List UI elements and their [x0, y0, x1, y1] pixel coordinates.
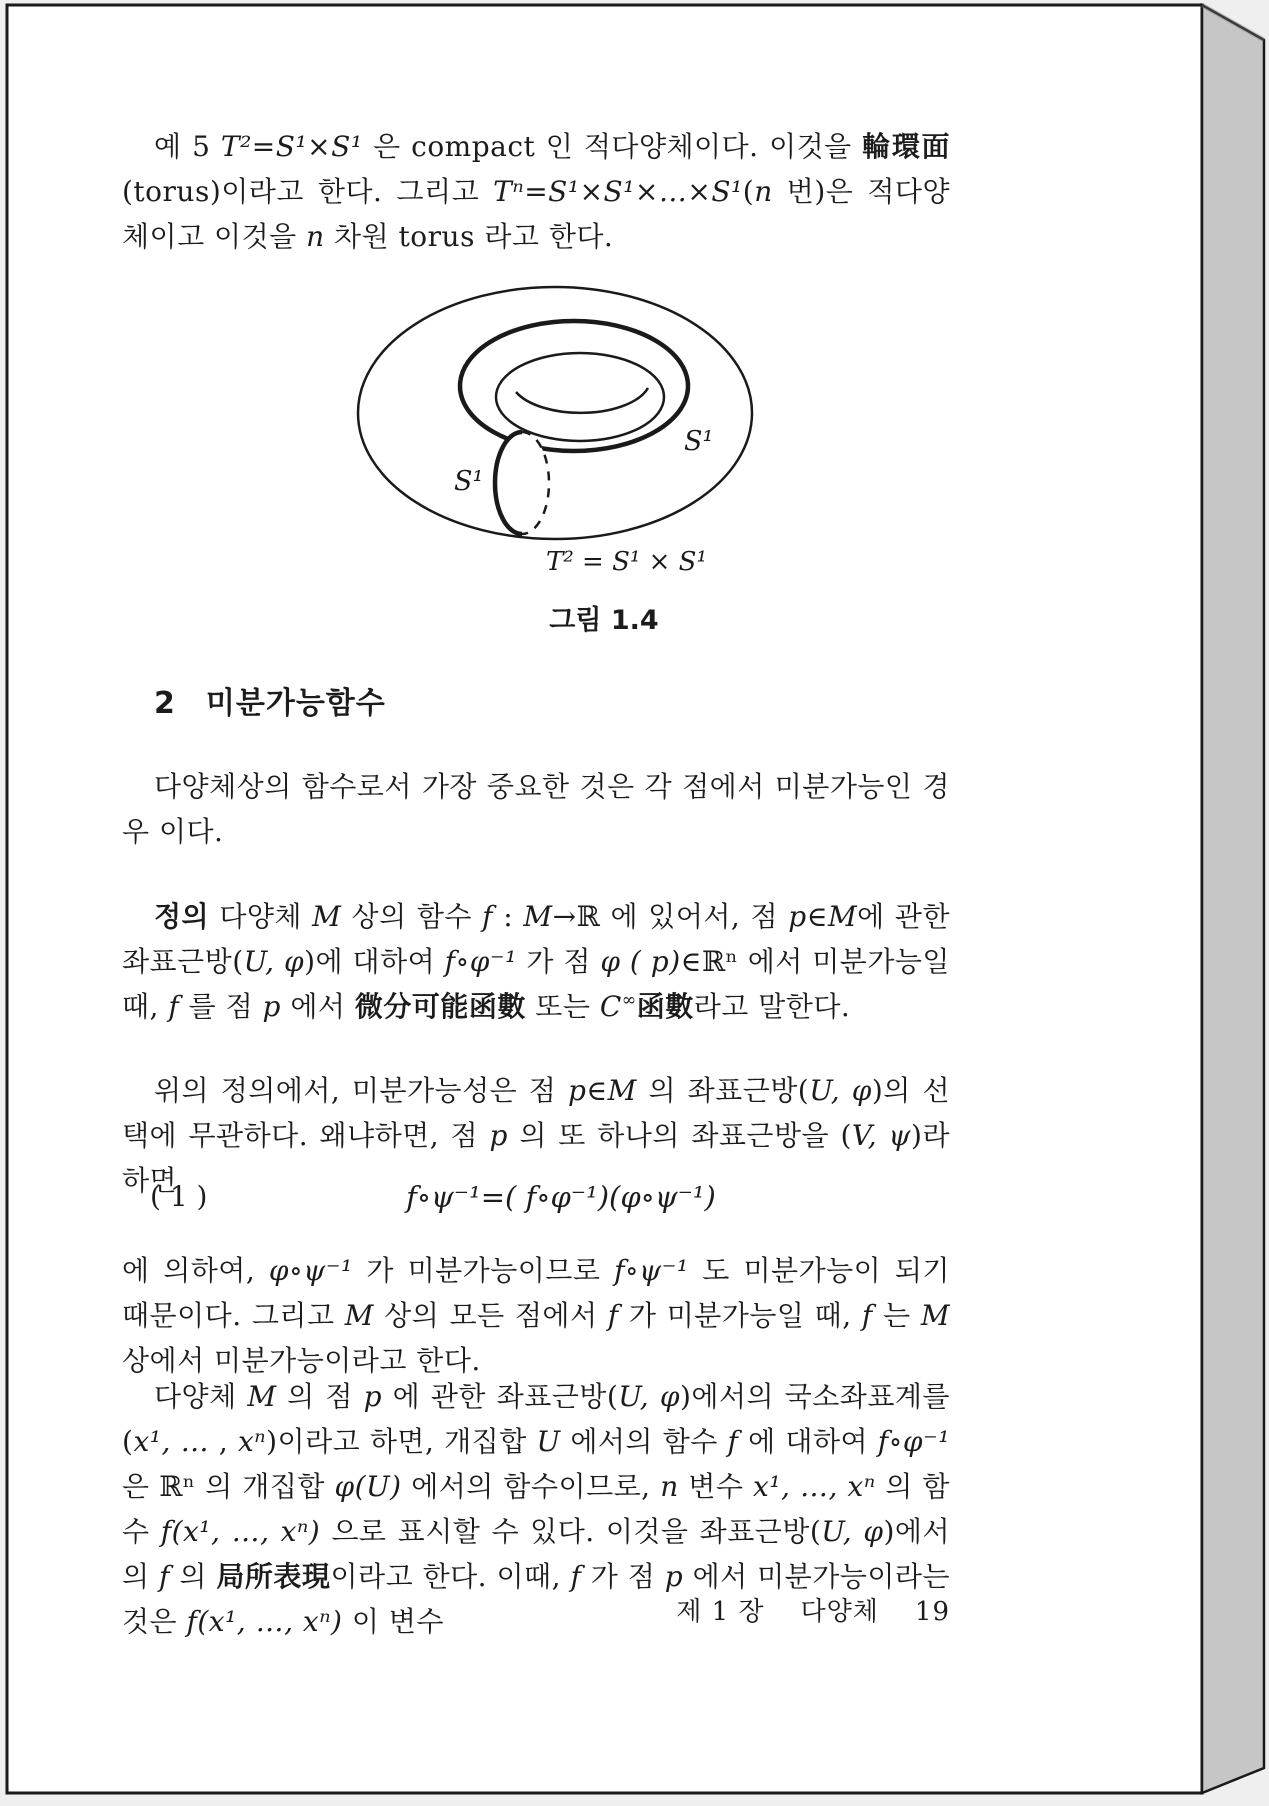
text-segment: 차원 torus 라고 한다. — [324, 220, 614, 253]
text-segment: 의 또 하나의 좌표근방을 ( — [507, 1119, 852, 1152]
text-segment: 에서 미분가능이라는 것은 — [122, 1560, 951, 1638]
text-segment: 이 변수 — [342, 1605, 444, 1638]
text-segment: f∘φ⁻¹ — [444, 945, 517, 978]
text-segment: 에서의 함수 — [560, 1425, 728, 1458]
text-segment: 에서의 함수이므로, — [401, 1470, 661, 1503]
text-segment: 가 점 — [581, 1560, 665, 1593]
text-segment: : — [493, 900, 524, 933]
text-segment: U — [536, 1425, 561, 1458]
section-heading — [122, 678, 950, 722]
text-segment: V, ψ — [851, 1119, 912, 1152]
equation-number: ( 1 ) — [150, 1180, 208, 1213]
paragraph-example-5 — [122, 124, 950, 259]
text-segment: 의 점 — [276, 1380, 364, 1413]
text-segment: 또는 — [525, 990, 600, 1023]
page-content — [8, 6, 1200, 1792]
text-segment: f∘φ⁻¹ — [877, 1425, 950, 1458]
text-segment: 라고 말한다. — [693, 990, 851, 1023]
text-segment: n — [660, 1470, 679, 1503]
text-segment: )라 하면 — [122, 1119, 950, 1197]
text-segment: 번)은 적다양체이고 이것을 — [122, 175, 951, 253]
figure-label-formula: T² = S¹ × S¹ — [546, 547, 707, 577]
text-segment: 에 관한 좌표근방( — [122, 900, 950, 978]
text-segment: 輪環面 — [862, 130, 950, 163]
text-segment: U, φ — [618, 1380, 680, 1413]
text-segment: f — [168, 990, 180, 1023]
equation-body: f∘ψ⁻¹=( f∘φ⁻¹)(φ∘ψ⁻¹) — [406, 1180, 716, 1214]
equation-1 — [122, 1180, 950, 1230]
text-segment: 에 의하여, — [122, 1254, 269, 1287]
text-segment: 상에서 미분가능이라고 한다. — [122, 1344, 481, 1377]
text-segment: p — [262, 990, 281, 1023]
text-segment: )의 선택에 무관하다. 왜냐하면, 점 — [122, 1074, 951, 1152]
text-segment: x¹, … — [133, 1425, 210, 1458]
text-segment: 局所表現 — [216, 1560, 331, 1593]
section-title: 미분가능함수 — [205, 686, 386, 721]
torus-outer-outline — [358, 287, 752, 539]
text-segment: 정의 — [154, 900, 210, 933]
text-segment: ( — [742, 175, 755, 208]
text-segment: ∞ — [621, 990, 637, 1011]
text-segment: 다양체 — [154, 1380, 248, 1413]
text-segment: φ ( p) — [600, 945, 681, 978]
text-segment: f — [607, 1299, 619, 1332]
text-segment: f(x¹, …, xⁿ) — [160, 1515, 321, 1548]
text-segment: x¹, …, xⁿ — [753, 1470, 876, 1503]
torus-hole-inner-arc — [516, 388, 648, 413]
footer-chapter-title: 다양체 — [800, 1597, 879, 1627]
text-segment: 函數 — [636, 990, 694, 1023]
text-segment: 은 compact 인 적다양체이다. 이것을 — [362, 130, 863, 163]
text-segment: 의 — [169, 1560, 217, 1593]
text-segment: p — [567, 1074, 587, 1107]
text-segment: M — [523, 900, 553, 933]
text-segment: 변수 — [678, 1470, 754, 1503]
text-segment: )이라고 하면, 개집합 — [266, 1425, 537, 1458]
text-segment: n — [754, 175, 773, 208]
text-segment: f(x¹, …, xⁿ) — [186, 1605, 343, 1638]
text-segment: ∈ — [586, 1074, 608, 1107]
text-segment: φ(U) — [334, 1470, 402, 1503]
text-segment: f — [159, 1560, 170, 1593]
torus-figure — [350, 280, 760, 580]
text-segment: M — [920, 1299, 950, 1332]
text-segment: 는 — [872, 1299, 921, 1332]
paragraph-intro — [122, 764, 950, 854]
text-segment: M — [312, 900, 342, 933]
text-segment: 의 좌표근방( — [636, 1074, 810, 1107]
text-segment: xⁿ — [237, 1425, 267, 1458]
figure-label-s1-right: S¹ — [684, 426, 714, 457]
text-segment: 위의 정의에서, 미분가능성은 점 — [154, 1074, 568, 1107]
text-segment: f — [727, 1425, 739, 1458]
text-segment: 은 ℝⁿ 의 개집합 — [122, 1470, 335, 1503]
text-segment: φ∘ψ⁻¹ — [268, 1254, 353, 1287]
text-segment: n — [306, 220, 325, 253]
text-segment: 에 관한 좌표근방( — [382, 1380, 619, 1413]
text-segment: 상의 모든 점에서 — [373, 1299, 608, 1332]
text-segment: 에서 — [280, 990, 355, 1023]
text-segment: f — [482, 900, 494, 933]
text-segment: U, φ — [243, 945, 305, 978]
text-segment: p — [788, 900, 807, 933]
text-segment: 가 점 — [516, 945, 601, 978]
torus-longitude-circle — [460, 321, 688, 451]
page-edge-band — [1202, 5, 1264, 1793]
text-segment: U, φ — [809, 1074, 872, 1107]
text-segment: U, φ — [821, 1515, 884, 1548]
text-segment: Tⁿ=S¹×S¹×…×S¹ — [493, 175, 743, 208]
text-segment: 도 미분가능이 되기 때문이다. 그리고 — [122, 1254, 950, 1332]
text-segment: , — [209, 1425, 238, 1458]
text-segment: )에서의 — [122, 1515, 950, 1593]
text-segment: 가 미분가능일 때, — [618, 1299, 862, 1332]
text-segment: 다양체상의 함수로서 가장 중요한 것은 각 점에서 미분가능인 경우 이다. — [122, 770, 950, 848]
text-segment: 예 5 — [154, 130, 221, 163]
text-segment: ∈ℝⁿ 에서 미분가능일 때, — [122, 945, 950, 1023]
text-segment: 이라고 한다. 이때, — [330, 1560, 571, 1593]
footer-page-number: 19 — [914, 1597, 950, 1627]
text-segment: f — [570, 1560, 582, 1593]
text-segment: 으로 표시할 수 있다. 이것을 좌표근방( — [320, 1515, 822, 1548]
text-segment: 微分可能函數 — [354, 990, 526, 1023]
figure-label-s1-left: S¹ — [454, 466, 484, 497]
text-segment: T²=S¹×S¹ — [220, 130, 363, 163]
text-segment: p — [664, 1560, 684, 1593]
text-segment: )에서의 국소좌표계를( — [122, 1380, 950, 1458]
text-segment: 에 대하여 — [738, 1425, 878, 1458]
text-segment: 가 미분가능이므로 — [352, 1254, 615, 1287]
text-segment: )에 대하여 — [304, 945, 445, 978]
text-segment: 의 함수 — [122, 1470, 950, 1548]
text-segment: M — [827, 900, 858, 933]
text-segment: M — [247, 1380, 277, 1413]
text-segment: 다양체 — [209, 900, 313, 933]
text-segment: ∈ — [806, 900, 828, 933]
paragraph-consequence — [122, 1248, 950, 1383]
text-segment: M — [344, 1299, 374, 1332]
text-segment: p — [363, 1380, 383, 1413]
text-segment: (torus)이라고 한다. 그리고 — [122, 175, 494, 208]
text-segment: 상의 함수 — [341, 900, 483, 933]
text-segment: f — [861, 1299, 873, 1332]
section-number: 2 — [154, 686, 176, 721]
text-segment: M — [607, 1074, 637, 1107]
text-segment: f∘ψ⁻¹ — [614, 1254, 689, 1287]
text-segment: C — [599, 990, 622, 1023]
paragraph-definition — [122, 894, 950, 1029]
text-segment: 를 점 — [179, 990, 263, 1023]
figure-caption: 그림 1.4 — [549, 605, 659, 636]
footer-chapter: 제 1 장 — [676, 1597, 765, 1627]
text-segment: p — [489, 1119, 508, 1152]
text-segment: →ℝ 에 있어서, 점 — [552, 900, 789, 933]
page-footer — [122, 1591, 950, 1628]
